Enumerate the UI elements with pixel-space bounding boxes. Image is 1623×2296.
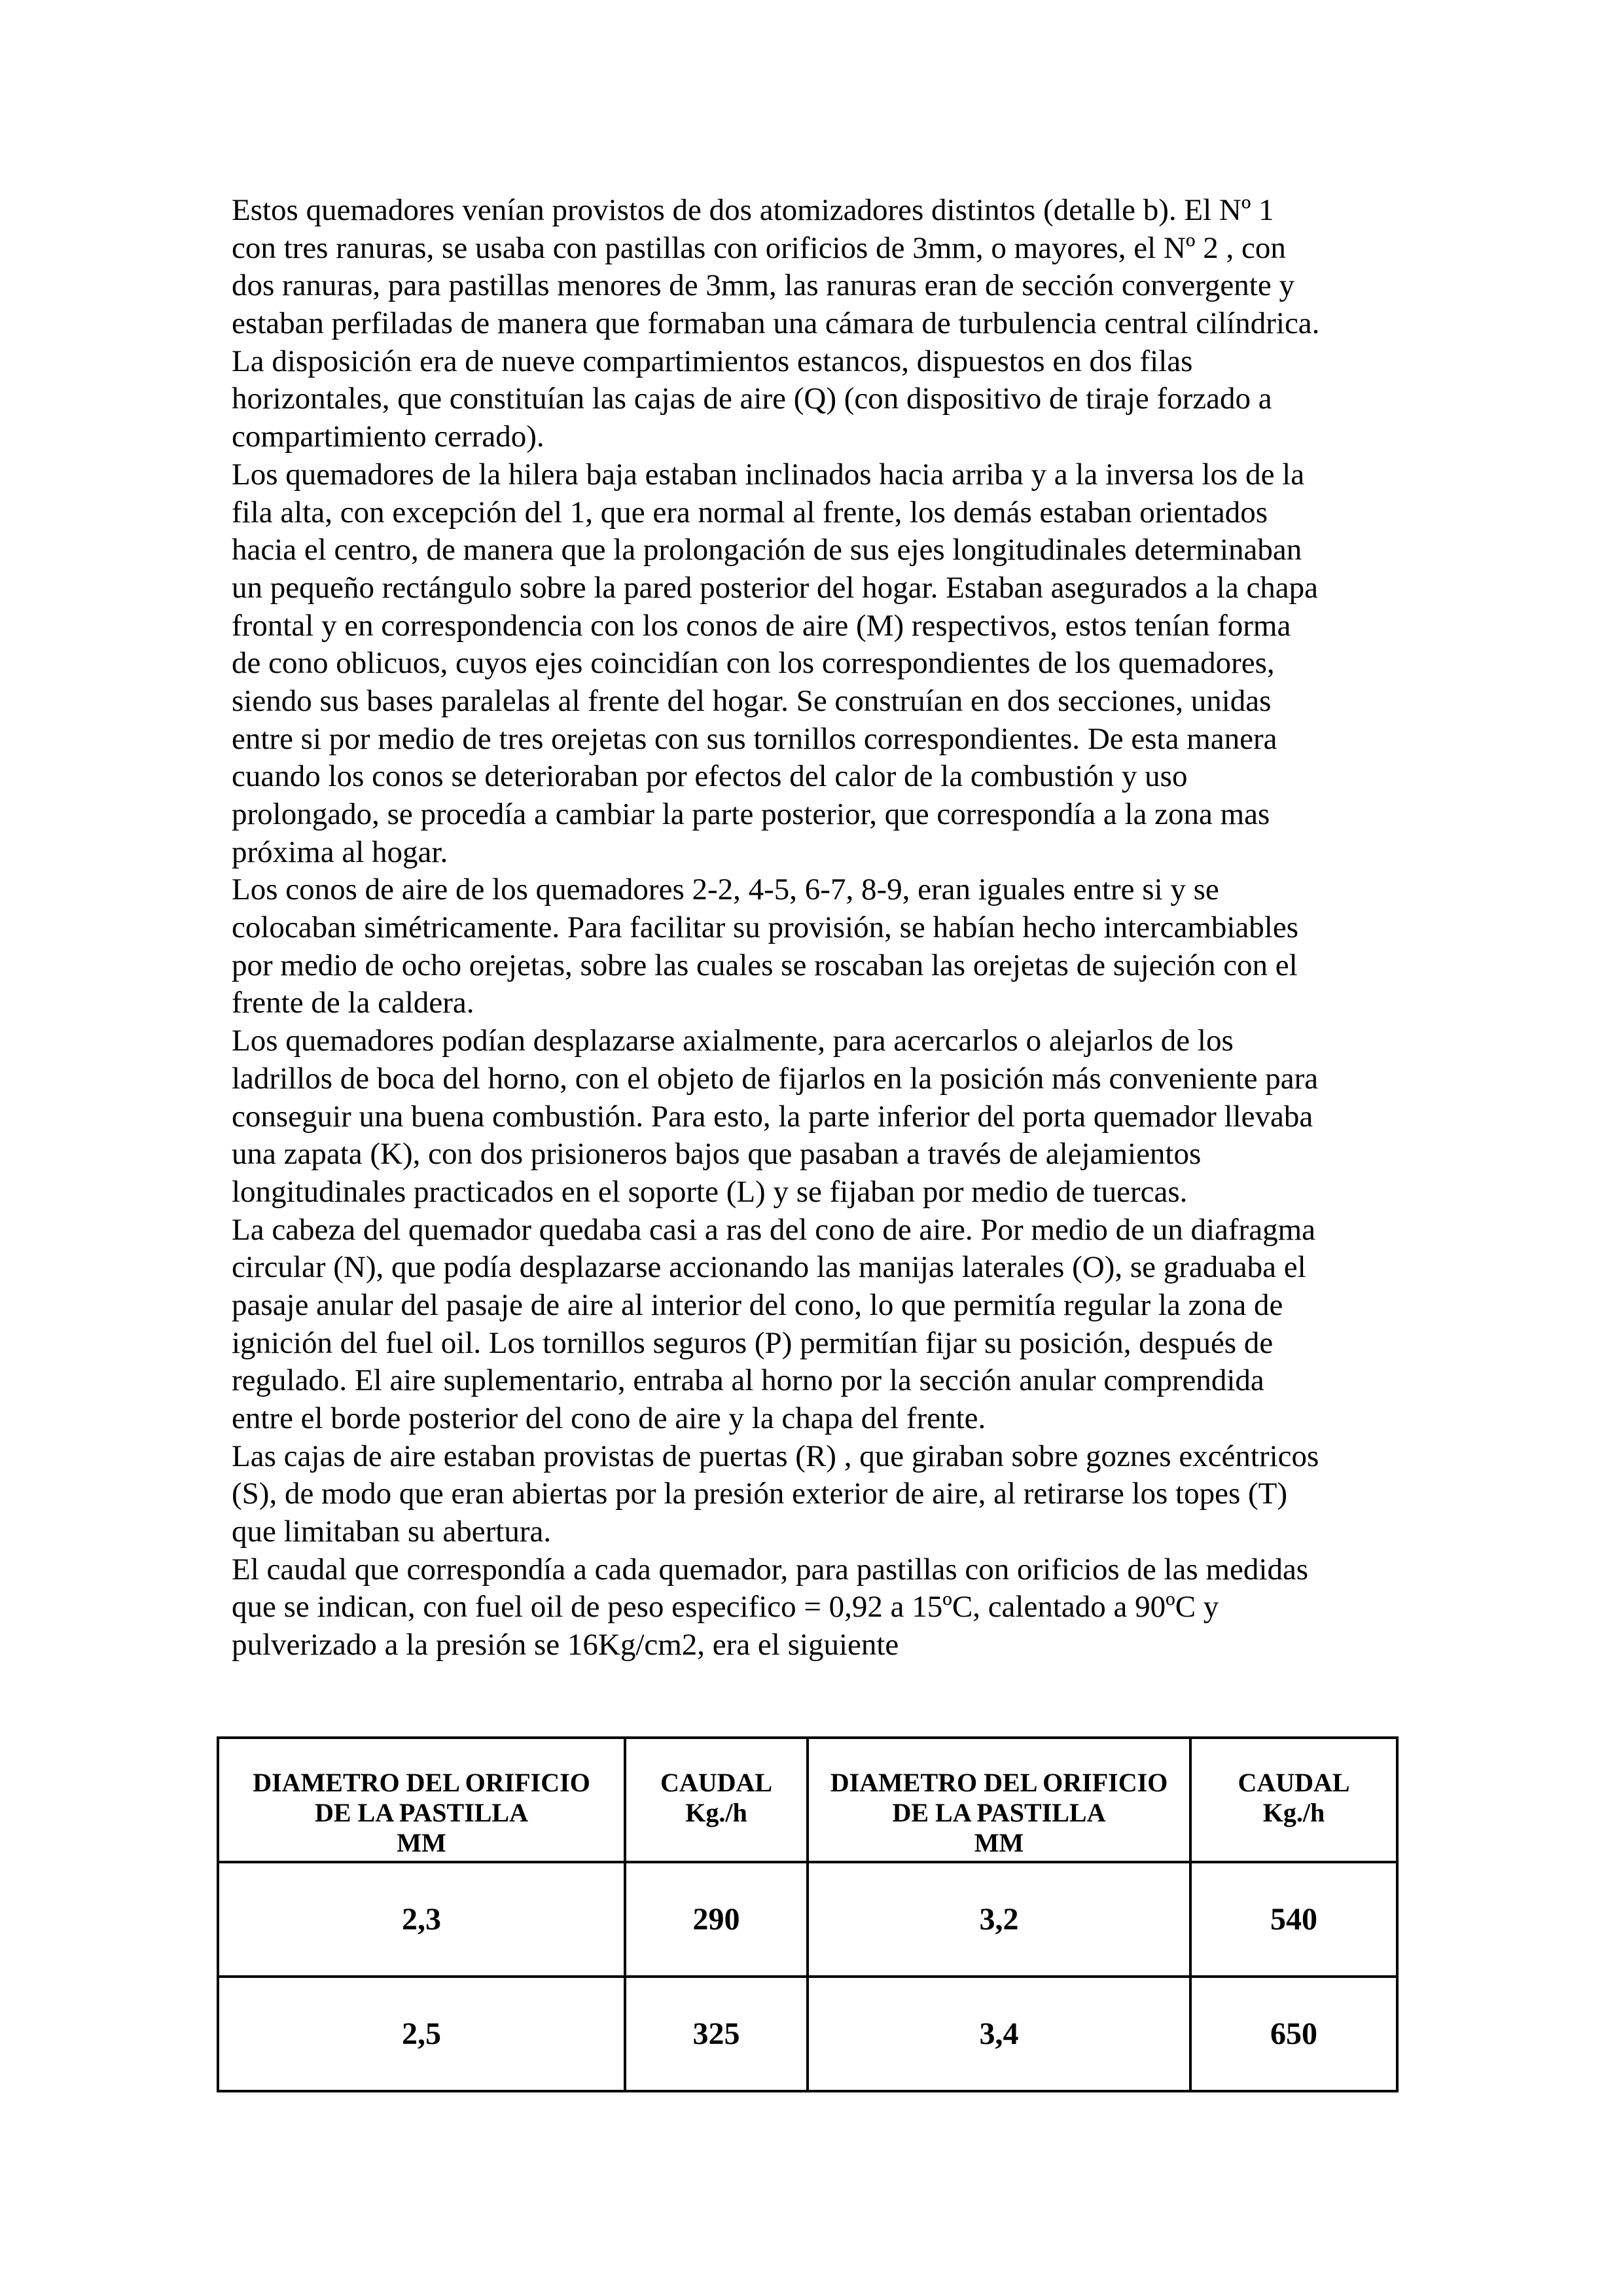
text-line: pasaje anular del pasaje de aire al interior del cono, lo que permitía regular la zona de: [232, 1287, 1283, 1322]
text-line: una zapata (K), con dos prisioneros bajos que pasaban a través de alejamientos: [232, 1137, 1202, 1172]
header-line: DE LA PASTILLA: [314, 1798, 528, 1827]
text-line: por medio de ocho orejetas, sobre las cuales se roscaban las orejetas de sujeción con el: [232, 948, 1298, 982]
cell-diametro: 3,4: [808, 1977, 1190, 2091]
paragraph-conos-de-aire: [232, 871, 1410, 1022]
table-row: [218, 1862, 1397, 1977]
paragraph-atomizadores: [232, 192, 1410, 343]
body-text: [232, 192, 1410, 1664]
text-line: El caudal que correspondía a cada quemador, para pastillas con orificios de las medidas: [232, 1552, 1309, 1587]
text-line: fila alta, con excepción del 1, que era normal al frente, los demás estaban orientados: [232, 495, 1268, 529]
cell-diametro: 2,3: [218, 1862, 625, 1977]
text-line: compartimiento cerrado).: [232, 420, 544, 454]
text-line: longitudinales practicados en el soporte (L) y se fijaban por medio de tuercas.: [232, 1174, 1188, 1209]
text-line: que limitaban su abertura.: [232, 1515, 552, 1549]
text-line: circular (N), que podía desplazarse accionando las manijas laterales (O), se graduaba el: [232, 1250, 1306, 1285]
cell-caudal: 325: [625, 1977, 808, 2091]
header-caudal-2: [1190, 1738, 1397, 1862]
text-line: Estos quemadores venían provistos de dos atomizadores distintos (detalle b). El Nº 1: [232, 193, 1274, 227]
text-line: Las cajas de aire estaban provistas de puertas (R) , que giraban sobre goznes excéntricos: [232, 1439, 1319, 1473]
text-line: entre si por medio de tres orejetas con sus tornillos correspondientes. De esta manera: [232, 721, 1277, 756]
text-line: conseguir una buena combustión. Para esto, la parte inferior del porta quemador llevaba: [232, 1099, 1313, 1134]
header-line: DE LA PASTILLA: [892, 1798, 1106, 1827]
header-line: Kg./h: [1262, 1798, 1325, 1827]
text-line: La disposición era de nueve compartimientos estancos, dispuestos en dos filas: [232, 344, 1193, 378]
header-diametro-1: [218, 1738, 625, 1862]
text-line: frente de la caldera.: [232, 986, 474, 1020]
table-header-row: [218, 1738, 1397, 1862]
paragraph-caudal: [232, 1551, 1410, 1664]
cell-caudal: 540: [1190, 1862, 1397, 1977]
cell-diametro: 3,2: [808, 1862, 1190, 1977]
text-line: horizontales, que constituían las cajas de aire (Q) (con dispositivo de tiraje forzado a: [232, 382, 1272, 416]
cell-diametro: 2,5: [218, 1977, 625, 2091]
header-line: CAUDAL: [660, 1768, 773, 1797]
text-line: que se indican, con fuel oil de peso especifico = 0,92 a 15ºC, calentado a 90ºC y: [232, 1590, 1219, 1624]
text-line: próxima al hogar.: [232, 834, 448, 869]
header-line: CAUDAL: [1238, 1768, 1350, 1797]
caudal-table: [217, 1736, 1399, 2092]
header-line: MM: [974, 1828, 1024, 1857]
cell-caudal: 290: [625, 1862, 808, 1977]
text-line: un pequeño rectángulo sobre la pared posterior del hogar. Estaban asegurados a la chapa: [232, 570, 1319, 605]
text-line: La cabeza del quemador quedaba casi a ras del cono de aire. Por medio de un diafragma: [232, 1212, 1315, 1247]
text-line: ignición del fuel oil. Los tornillos seguros (P) permitían fijar su posición, después de: [232, 1325, 1274, 1360]
paragraph-desplazamiento: [232, 1022, 1410, 1211]
header-line: MM: [397, 1828, 446, 1857]
text-line: ladrillos de boca del horno, con el objeto de fijarlos en la posición más conveniente para: [232, 1061, 1319, 1096]
text-line: estaban perfiladas de manera que formaban una cámara de turbulencia central cilíndrica.: [232, 306, 1320, 341]
paragraph-disposicion: [232, 343, 1410, 456]
text-line: hacia el centro, de manera que la prolongación de sus ejes longitudinales determinaban: [232, 533, 1302, 567]
paragraph-cajas-de-aire: [232, 1438, 1410, 1551]
text-line: frontal y en correspondencia con los conos de aire (M) respectivos, estos tenían forma: [232, 608, 1291, 643]
header-caudal-1: [625, 1738, 808, 1862]
text-line: Los quemadores podían desplazarse axialmente, para acercarlos o alejarlos de los: [232, 1024, 1234, 1058]
header-line: Kg./h: [685, 1798, 747, 1827]
table-row: [218, 1977, 1397, 2091]
text-line: dos ranuras, para pastillas menores de 3mm, las ranuras eran de sección convergente y: [232, 268, 1294, 303]
header-line: DIAMETRO DEL ORIFICIO: [253, 1768, 590, 1797]
text-line: (S), de modo que eran abiertas por la presión exterior de aire, al retirarse los topes (T): [232, 1477, 1288, 1511]
text-line: Los quemadores de la hilera baja estaban inclinados hacia arriba y a la inversa los de la: [232, 457, 1305, 492]
text-line: entre el borde posterior del cono de aire y la chapa del frente.: [232, 1401, 986, 1435]
header-diametro-2: [808, 1738, 1190, 1862]
text-line: siendo sus bases paralelas al frente del hogar. Se construían en dos secciones, unidas: [232, 683, 1272, 718]
text-line: prolongado, se procedía a cambiar la parte posterior, que correspondía a la zona mas: [232, 797, 1270, 831]
text-line: colocaban simétricamente. Para facilitar su provisión, se habían hecho intercambiables: [232, 910, 1299, 945]
text-line: pulverizado a la presión se 16Kg/cm2, era el siguiente: [232, 1628, 899, 1662]
text-line: cuando los conos se deterioraban por efectos del calor de la combustión y uso: [232, 759, 1188, 794]
paragraph-hilera-baja: [232, 456, 1410, 872]
text-line: con tres ranuras, se usaba con pastillas con orificios de 3mm, o mayores, el Nº 2 , con: [232, 230, 1286, 265]
header-line: DIAMETRO DEL ORIFICIO: [830, 1768, 1168, 1797]
cell-caudal: 650: [1190, 1977, 1397, 2091]
text-line: regulado. El aire suplementario, entraba al horno por la sección anular comprendida: [232, 1363, 1264, 1398]
text-line: de cono oblicuos, cuyos ejes coincidían con los correspondientes de los quemadores,: [232, 646, 1275, 681]
text-line: Los conos de aire de los quemadores 2-2, 4-5, 6-7, 8-9, eran iguales entre si y se: [232, 872, 1219, 907]
paragraph-cabeza-quemador: [232, 1211, 1410, 1438]
